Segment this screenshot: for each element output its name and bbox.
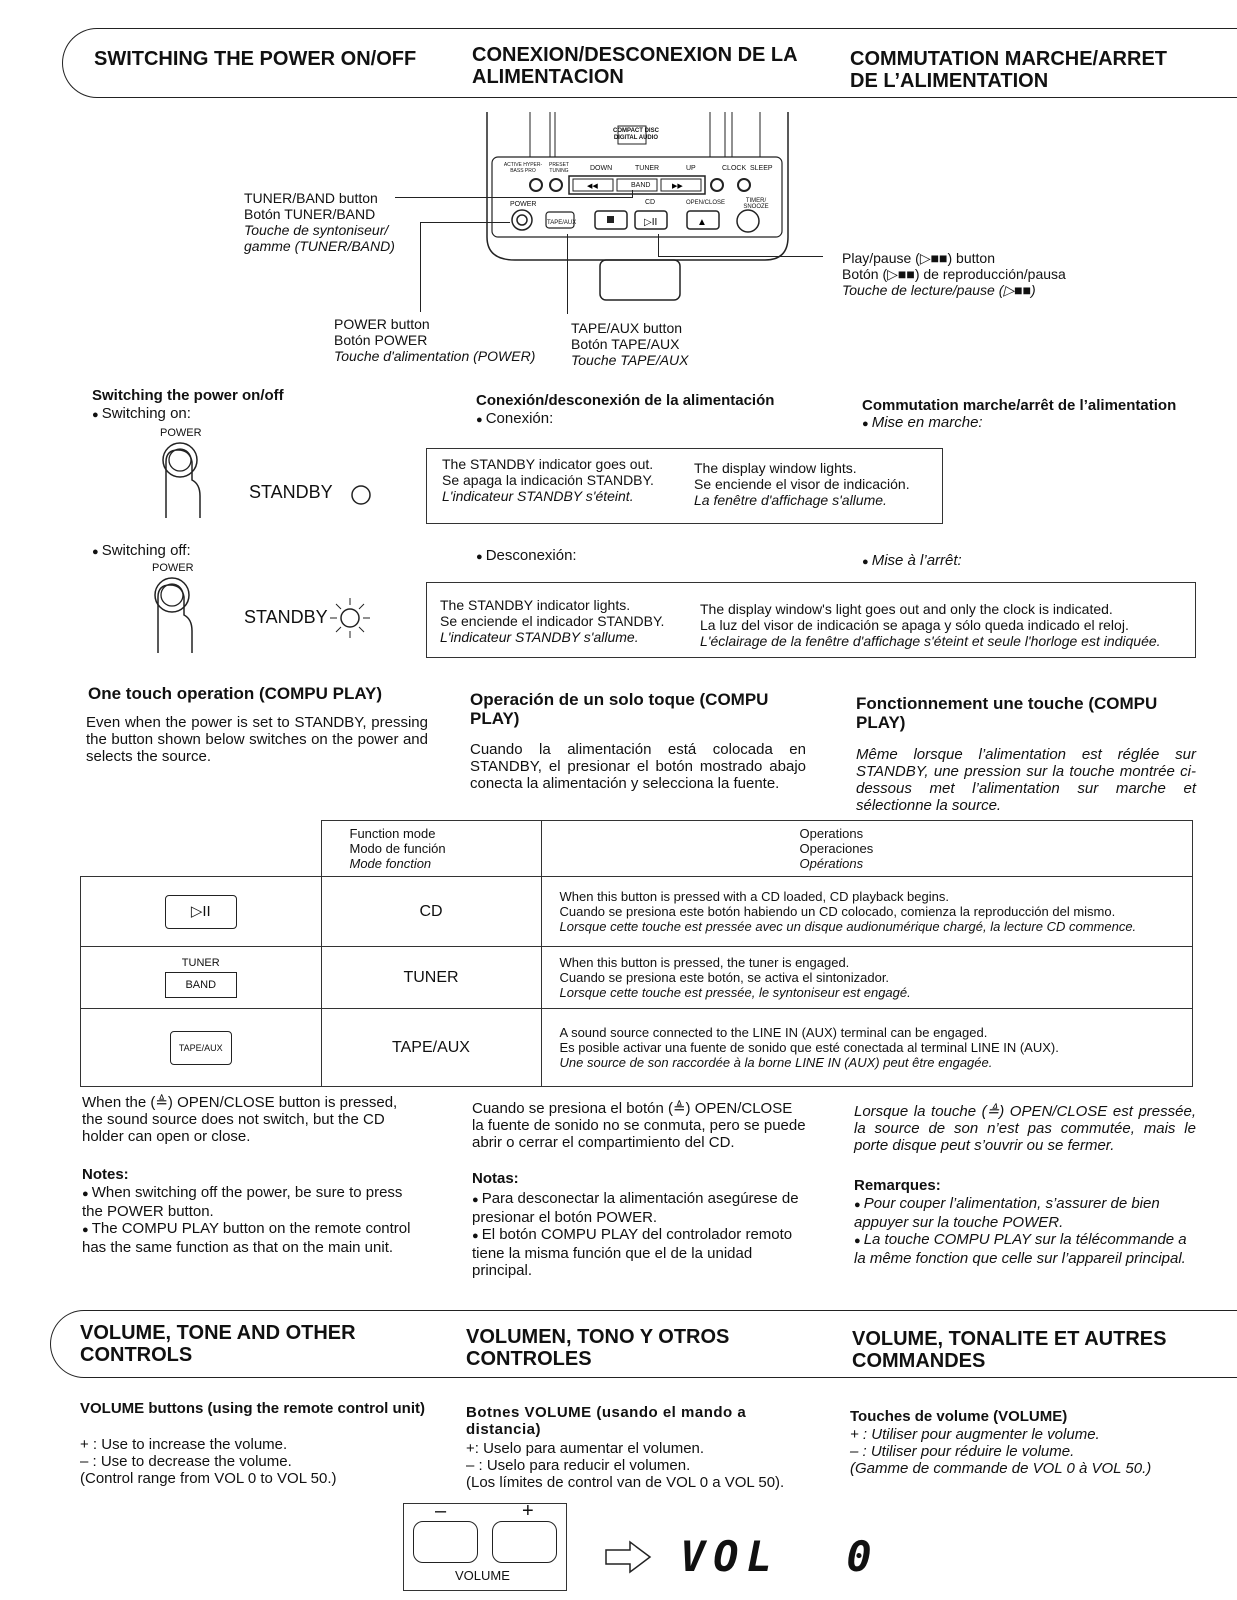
on-right-fr: La fenêtre d'affichage s'allume. <box>694 492 887 508</box>
callout-power <box>334 316 554 364</box>
panel-label-open-close: OPEN/CLOSE <box>686 200 726 206</box>
volume-es-1: +: Uselo para aumentar el volumen. <box>466 1440 705 1457</box>
volume-minus-sign: – <box>435 1500 447 1522</box>
row-tuner-ops-fr: Lorsque cette touche est pressée, le syntoniseur est engagé. <box>559 985 911 1000</box>
play-pause-button[interactable]: ▷II <box>165 895 237 929</box>
on-result-left <box>442 456 692 504</box>
note-en-2: ● The COMPU PLAY button on the remote control has the same function as that on the main unit. <box>82 1220 426 1256</box>
notes-list-es <box>472 1190 810 1279</box>
note-fr-2: ● La touche COMPU PLAY sur la télécommande a la même fonction que celle sur l’appareil principal. <box>854 1231 1196 1267</box>
row-cd-ops-en: When this button is pressed with a CD loaded, CD playback begins. <box>559 889 949 904</box>
callout-line-play <box>658 234 659 256</box>
volume-en-1: + : Use to increase the volume. <box>80 1436 288 1453</box>
header-ops-en: Operations <box>799 826 864 841</box>
header-mode-fr: Mode fonction <box>349 856 432 871</box>
row-cd-ops-fr: Lorsque cette touche est pressée avec un disque audionumérique chargé, la lecture CD commence. <box>559 919 1137 934</box>
off-result-right <box>700 601 1190 649</box>
off-left-en: The STANDBY indicator lights. <box>440 597 631 613</box>
on-left-fr: L'indicateur STANDBY s'éteint. <box>442 488 634 504</box>
front-panel-diagram <box>470 112 810 312</box>
volume-es-2: – : Uselo para reducir el volumen. <box>466 1457 691 1474</box>
volume-lines-es <box>466 1440 811 1491</box>
volume-heading-es: VOLUMEN, TONO Y OTROS CONTROLES <box>466 1326 730 1370</box>
volume-es-3: (Los límites de control van de VOL 0 a VOL 50). <box>466 1474 785 1491</box>
off-right-en: The display window's light goes out and only the clock is indicated. <box>700 601 1113 617</box>
callout-line-play-h <box>658 256 823 257</box>
callout-line-tape <box>567 234 568 314</box>
row-tuner-ops-es: Cuando se presiona este botón, se activa el sintonizador. <box>559 970 890 985</box>
panel-label-preset-tuning: PRESET TUNING <box>548 162 569 174</box>
off-left-es: Se enciende el indicador STANDBY. <box>440 613 665 629</box>
table-row <box>81 947 1193 1009</box>
panel-label-sleep: SLEEP <box>750 165 773 172</box>
callout-line-power-h <box>420 222 510 223</box>
volume-display: VOL 0 <box>680 1532 880 1581</box>
panel-label-down: DOWN <box>590 165 613 172</box>
table-header-row <box>81 821 1193 877</box>
volume-lines-en <box>80 1436 425 1487</box>
standby-label-off: STANDBY <box>244 607 328 627</box>
header-ops-es: Operaciones <box>799 841 874 856</box>
note-es-1: ● Para desconectar la alimentación asegúrese de presionar el botón POWER. <box>472 1190 810 1226</box>
notes-title-en: Notes: <box>82 1166 129 1183</box>
table-row <box>81 877 1193 947</box>
panel-label-band: BAND <box>631 182 651 189</box>
row-tape-ops-fr: Une source de son raccordée à la borne LINE IN (AUX) peut être engagée. <box>559 1055 993 1070</box>
notes-list-fr <box>854 1195 1196 1267</box>
callout-tuner-fr2: gamme (TUNER/BAND) <box>244 238 395 254</box>
row-tape-mode: TAPE/AUX <box>321 1009 541 1087</box>
row-cd-mode: CD <box>321 877 541 947</box>
volume-lines-fr <box>850 1426 1195 1477</box>
volume-plus-sign: + <box>522 1500 534 1522</box>
volume-down-button[interactable] <box>413 1521 478 1563</box>
notes-list-en <box>82 1184 426 1256</box>
svg-text:▲: ▲ <box>697 217 707 228</box>
on-right-en: The display window lights. <box>694 460 857 476</box>
power-subhead-fr: Commutation marche/arrêt de l’alimentation <box>862 397 1177 414</box>
callout-line-tuner-vert <box>632 190 633 198</box>
power-label-on: POWER <box>160 427 202 439</box>
compu-heading-en: One touch operation (COMPU PLAY) <box>88 684 383 703</box>
panel-label-cd: CD <box>645 199 656 206</box>
row-tuner-ops-en: When this button is pressed, the tuner is engaged. <box>559 955 850 970</box>
band-button[interactable]: BAND <box>165 972 237 998</box>
row-tape-ops-es: Es posible activar una fuente de sonido que esté conectada al terminal LINE IN (AUX). <box>559 1040 1059 1055</box>
table-corner-cell <box>81 821 322 877</box>
note-es-2: ● El botón COMPU PLAY del controlador remoto tiene la misma función que el de la unidad principal. <box>472 1226 810 1279</box>
panel-label-tape-aux: TAPE/AUX <box>547 220 577 226</box>
off-label-en: ● Switching off: <box>92 542 191 561</box>
on-label-en: ● Switching on: <box>92 405 191 424</box>
table-row <box>81 1009 1193 1087</box>
row-cd-ops <box>541 877 1193 947</box>
callout-tape-en: TAPE/AUX button <box>571 320 683 336</box>
callout-line-tuner <box>395 197 632 198</box>
volume-en-2: – : Use to decrease the volume. <box>80 1453 292 1470</box>
callout-tape-aux <box>571 320 731 368</box>
compu-heading-fr: Fonctionnement une touche (COMPU PLAY) <box>856 694 1158 732</box>
volume-subhead-es: Botnes VOLUME (usando el mando a distancia) <box>466 1404 747 1438</box>
on-result-right <box>694 460 934 508</box>
power-subhead-es: Conexión/desconexión de la alimentación <box>476 392 775 409</box>
finger-press-icon <box>152 440 208 520</box>
power-subhead-en: Switching the power on/off <box>92 387 284 404</box>
volume-fr-3: (Gamme de commande de VOL 0 à VOL 50.) <box>850 1460 1152 1477</box>
row-tape-ops-en: A sound source connected to the LINE IN (AUX) terminal can be engaged. <box>559 1025 988 1040</box>
standby-indicator-lit-icon <box>328 596 372 640</box>
notes-title-fr: Remarques: <box>854 1177 941 1194</box>
header-mode-es: Modo de función <box>349 841 446 856</box>
power-label-off: POWER <box>152 562 194 574</box>
callout-tape-es: Botón TAPE/AUX <box>571 336 680 352</box>
off-label-fr: ● Mise à l’arrêt: <box>862 552 962 571</box>
svg-text:▶▶: ▶▶ <box>672 183 683 190</box>
callout-tuner-band <box>244 190 424 254</box>
callout-play-fr: Touche de lecture/pause (▷■■) <box>842 282 1036 298</box>
row-tuner-button-cell <box>81 947 322 1009</box>
callout-power-en: POWER button <box>334 316 430 332</box>
off-left-fr: L'indicateur STANDBY s'allume. <box>440 629 639 645</box>
volume-up-button[interactable] <box>492 1521 557 1563</box>
on-label-es: ● Conexión: <box>476 410 553 429</box>
svg-text:▷II: ▷II <box>644 217 658 228</box>
on-left-es: Se apaga la indicación STANDBY. <box>442 472 654 488</box>
power-heading-en: SWITCHING THE POWER ON/OFF <box>94 48 417 70</box>
header-mode-en: Function mode <box>349 826 436 841</box>
row-cd-ops-es: Cuando se presiona este botón habiendo un CD colocado, comienza la reproducción del mismo. <box>559 904 1116 919</box>
tuner-label: TUNER <box>181 957 220 969</box>
row-tuner-mode: TUNER <box>321 947 541 1009</box>
volume-subhead-fr: Touches de volume (VOLUME) <box>850 1408 1068 1425</box>
compact-disc-logo: COMPACT DISC DIGITAL AUDIO <box>613 128 659 141</box>
open-close-note-fr: Lorsque la touche (≜) OPEN/CLOSE est pressée, la source de son n’est pas commutée, mais le porte disque peut s’ouvrir ou se fermer. <box>854 1103 1196 1154</box>
compu-intro-fr: Même lorsque l’alimentation est réglée sur STANDBY, une pression sur la touche montrée ci-dessous met l’alimentation sur marche et sélectionne la source. <box>856 746 1196 814</box>
callout-play-pause <box>842 250 1102 298</box>
callout-power-fr: Touche d'alimentation (POWER) <box>334 348 536 364</box>
row-tape-ops <box>541 1009 1193 1087</box>
power-heading-es: CONEXION/DESCONEXION DE LA ALIMENTACION <box>472 44 797 88</box>
volume-heading-en: VOLUME, TONE AND OTHER CONTROLS <box>80 1322 356 1366</box>
callout-play-en: Play/pause (▷■■) button <box>842 250 995 266</box>
compu-intro-en: Even when the power is set to STANDBY, pressing the button shown below switches on the power and selects the source. <box>86 714 428 765</box>
arrow-right-icon <box>604 1540 652 1574</box>
on-label-fr: ● Mise en marche: <box>862 414 983 433</box>
power-heading-fr: COMMUTATION MARCHE/ARRET DE L’ALIMENTATION <box>850 48 1168 92</box>
row-cd-button-cell <box>81 877 322 947</box>
on-right-es: Se enciende el visor de indicación. <box>694 476 910 492</box>
header-ops-fr: Opérations <box>799 856 864 871</box>
row-tuner-ops <box>541 947 1193 1009</box>
volume-heading-fr: VOLUME, TONALITE ET AUTRES COMMANDES <box>852 1328 1167 1372</box>
open-close-note-en: When the (≜) OPEN/CLOSE button is pressed, the sound source does not switch, but the CD holder can open or close. <box>82 1094 398 1145</box>
panel-label-up: UP <box>686 165 696 172</box>
note-en-1: ● When switching off the power, be sure to press the POWER button. <box>82 1184 426 1220</box>
callout-play-es: Botón (▷■■) de reproducción/pausa <box>842 266 1066 282</box>
volume-en-3: (Control range from VOL 0 to VOL 50.) <box>80 1470 337 1487</box>
table-header-ops <box>541 821 1193 877</box>
note-fr-1: ● Pour couper l’alimentation, s’assurer de bien appuyer sur la touche POWER. <box>854 1195 1196 1231</box>
volume-fr-1: + : Utiliser pour augmenter le volume. <box>850 1426 1100 1443</box>
row-tape-button-cell <box>81 1009 322 1087</box>
callout-tuner-es: Botón TUNER/BAND <box>244 206 376 222</box>
panel-label-active-hyper-bass: ACTIVE HYPER-BASS PRO <box>503 162 543 174</box>
off-right-fr: L'éclairage de la fenêtre d'affichage s'éteint et seule l'horloge est indiquée. <box>700 633 1161 649</box>
panel-label-tuner: TUNER <box>635 165 660 172</box>
volume-subhead-en: VOLUME buttons (using the remote control unit) <box>80 1400 425 1417</box>
callout-power-es: Botón POWER <box>334 332 428 348</box>
standby-label-on: STANDBY <box>249 482 333 502</box>
compu-intro-es: Cuando la alimentación está colocada en STANDBY, el presionar el botón mostrado abajo conecta la alimentación y selecciona la fuente. <box>470 741 806 792</box>
off-result-left <box>440 597 690 645</box>
tape-aux-button[interactable]: TAPE/AUX <box>170 1031 232 1065</box>
volume-fr-2: – : Utiliser pour réduire le volume. <box>850 1443 1075 1460</box>
panel-label-power: POWER <box>510 201 537 208</box>
notes-title-es: Notas: <box>472 1170 519 1187</box>
callout-tuner-en: TUNER/BAND button <box>244 190 378 206</box>
standby-indicator-off-icon <box>349 483 373 507</box>
open-close-note-es: Cuando se presiona el botón (≜) OPEN/CLOSE la fuente de sonido no se conmuta, pero se puede abrir o cerrar el compartimiento del CD. <box>472 1100 806 1151</box>
compu-heading-es: Operación de un solo toque (COMPU PLAY) <box>470 690 769 728</box>
panel-label-clock: CLOCK <box>722 165 747 172</box>
off-right-es: La luz del visor de indicación se apaga y sólo queda indicado el reloj. <box>700 617 1129 633</box>
panel-label-timer-snooze: TIMER/ SNOOZE <box>743 198 769 210</box>
table-header-mode <box>321 821 541 877</box>
on-left-en: The STANDBY indicator goes out. <box>442 456 654 472</box>
callout-tuner-fr1: Touche de syntoniseur/ <box>244 222 389 238</box>
off-label-es: ● Desconexión: <box>476 547 577 566</box>
svg-text:◀◀: ◀◀ <box>587 183 598 190</box>
volume-label: VOLUME <box>455 1568 510 1583</box>
finger-press-icon-off <box>144 575 200 655</box>
callout-tape-fr: Touche TAPE/AUX <box>571 352 689 368</box>
compu-play-table <box>80 820 1193 1087</box>
